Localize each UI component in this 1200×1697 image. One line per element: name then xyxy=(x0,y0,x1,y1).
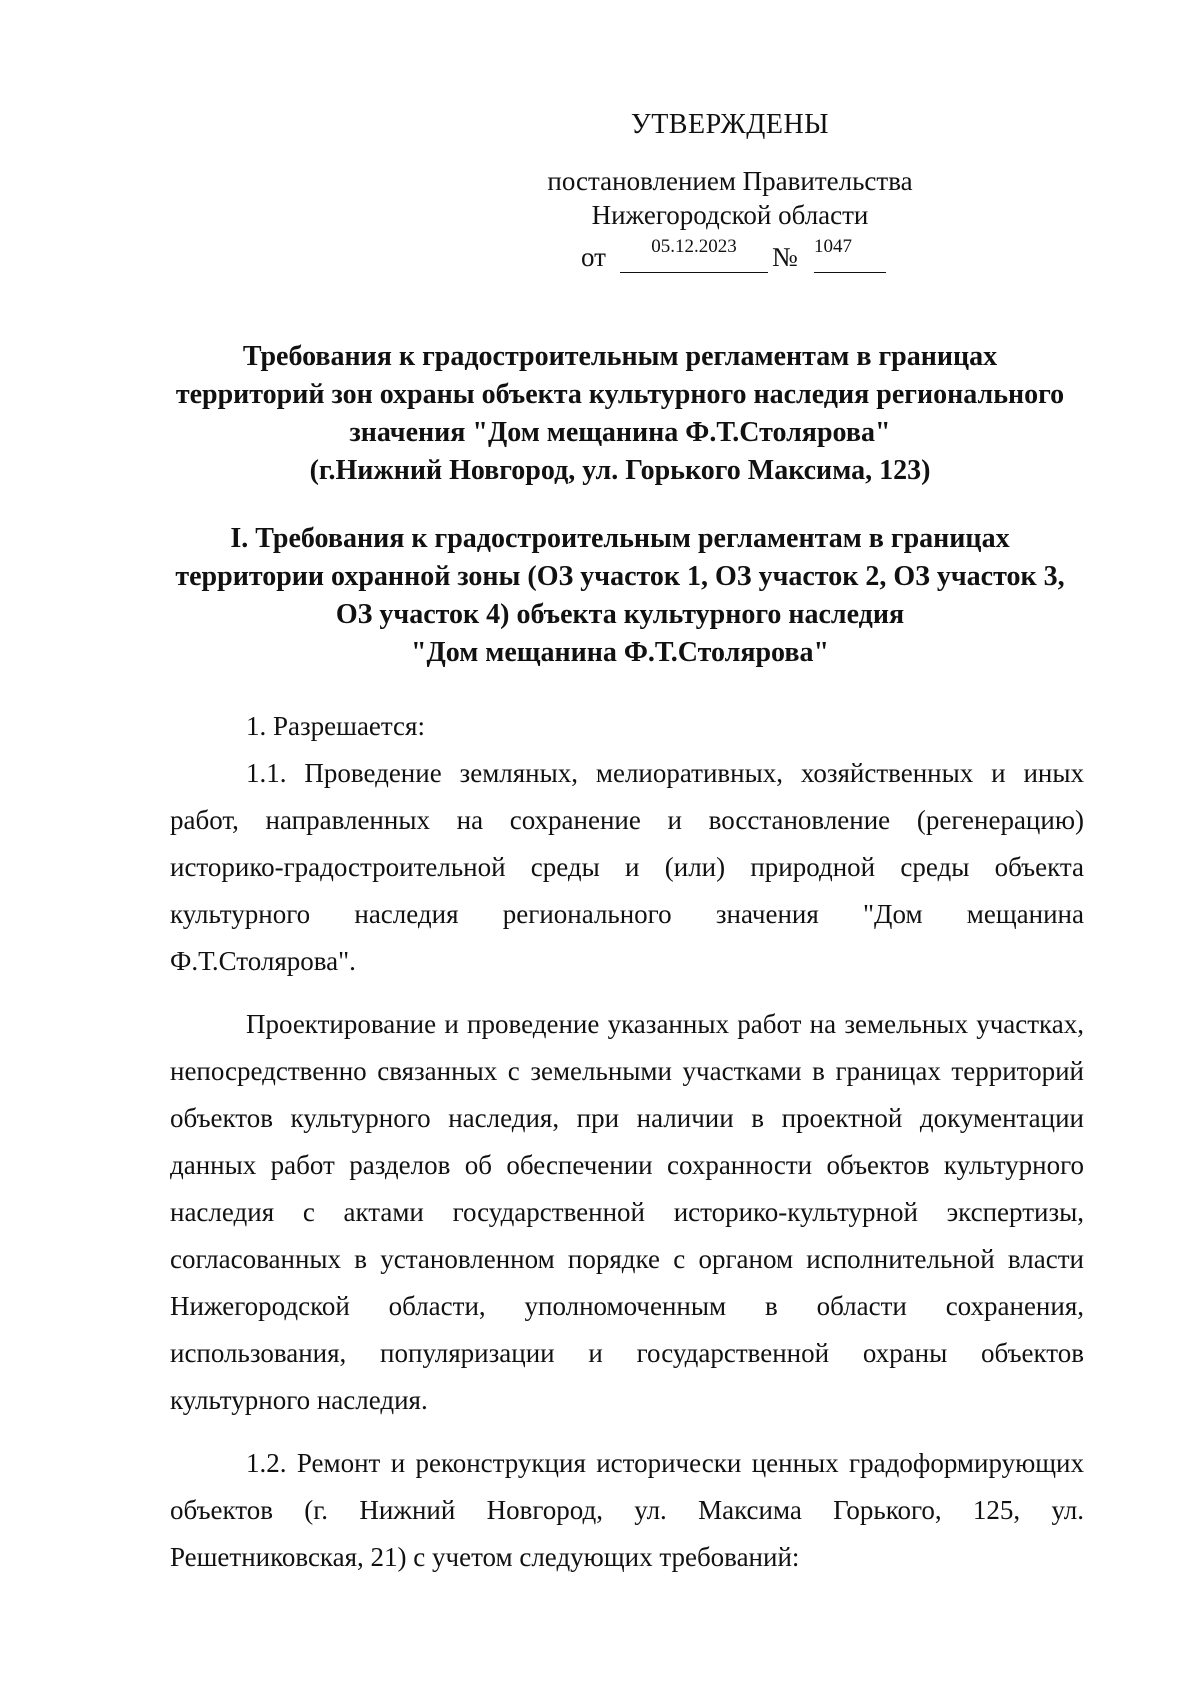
section-title-line: I. Требования к градостроительным регламентам в границах xyxy=(230,523,1010,554)
approval-date: 05.12.2023 xyxy=(651,236,737,257)
document-title xyxy=(170,338,1070,490)
section-title-line: территории охранной зоны (ОЗ участок 1, ОЗ участок 2, ОЗ участок 3, xyxy=(175,561,1065,592)
number-underline xyxy=(814,234,886,273)
title-line: Требования к градостроительным регламентам в границах xyxy=(242,341,998,372)
title-line: территорий зон охраны объекта культурного наследия регионального xyxy=(175,379,1065,410)
item-1-heading: 1. Разрешается: xyxy=(246,711,425,741)
design-paragraph: Проектирование и проведение указанных работ на земельных участках, непосредственно связанных с земельными участками в границах территорий объектов культурного наследия, при наличии в проектной документации данных работ разделов об обеспечении сохранности объектов культурного наследия с актами государственной историко-культурной экспертизы, согласованных в установленном порядке с органом исполнительной власти Нижегородской области, уполномоченным в области сохранения, использования, популяризации и государственной охраны объектов культурного наследия. xyxy=(170,1009,1084,1415)
item-1-1-paragraph: 1.1. Проведение земляных, мелиоративных, хозяйственных и иных работ, направленных на сохранение и восстановление (регенерацию) историко-градостроительной среды и (или) природной среды объекта культурного наследия регионального значения "Дом мещанина Ф.Т.Столярова". xyxy=(170,758,1084,976)
section-title-line: "Дом мещанина Ф.Т.Столярова" xyxy=(410,637,830,668)
document-body xyxy=(170,703,1084,1581)
approval-heading: УТВЕРЖДЕНЫ xyxy=(630,109,830,140)
item-1-2-paragraph: 1.2. Ремонт и реконструкция исторически ценных градоформирующих объектов (г. Нижний Новгород, ул. Максима Горького, 125, ул. Решетниковская, 21) с учетом следующих требований: xyxy=(170,1448,1084,1572)
approval-issuer-line: постановлением Правительства xyxy=(547,166,913,196)
number-sign: № xyxy=(772,242,798,272)
date-underline xyxy=(620,234,768,273)
approval-block xyxy=(520,108,940,272)
title-line: значения "Дом мещанина Ф.Т.Столярова" xyxy=(349,417,891,448)
date-prefix: от xyxy=(581,242,606,272)
title-line: (г.Нижний Новгород, ул. Горького Максима, 123) xyxy=(309,455,931,486)
approval-date-line xyxy=(520,234,940,272)
approval-region-line: Нижегородской области xyxy=(591,200,869,230)
section-title-line: ОЗ участок 4) объекта культурного наследия xyxy=(335,599,905,630)
section-title xyxy=(170,520,1070,672)
approval-number: 1047 xyxy=(814,236,852,257)
